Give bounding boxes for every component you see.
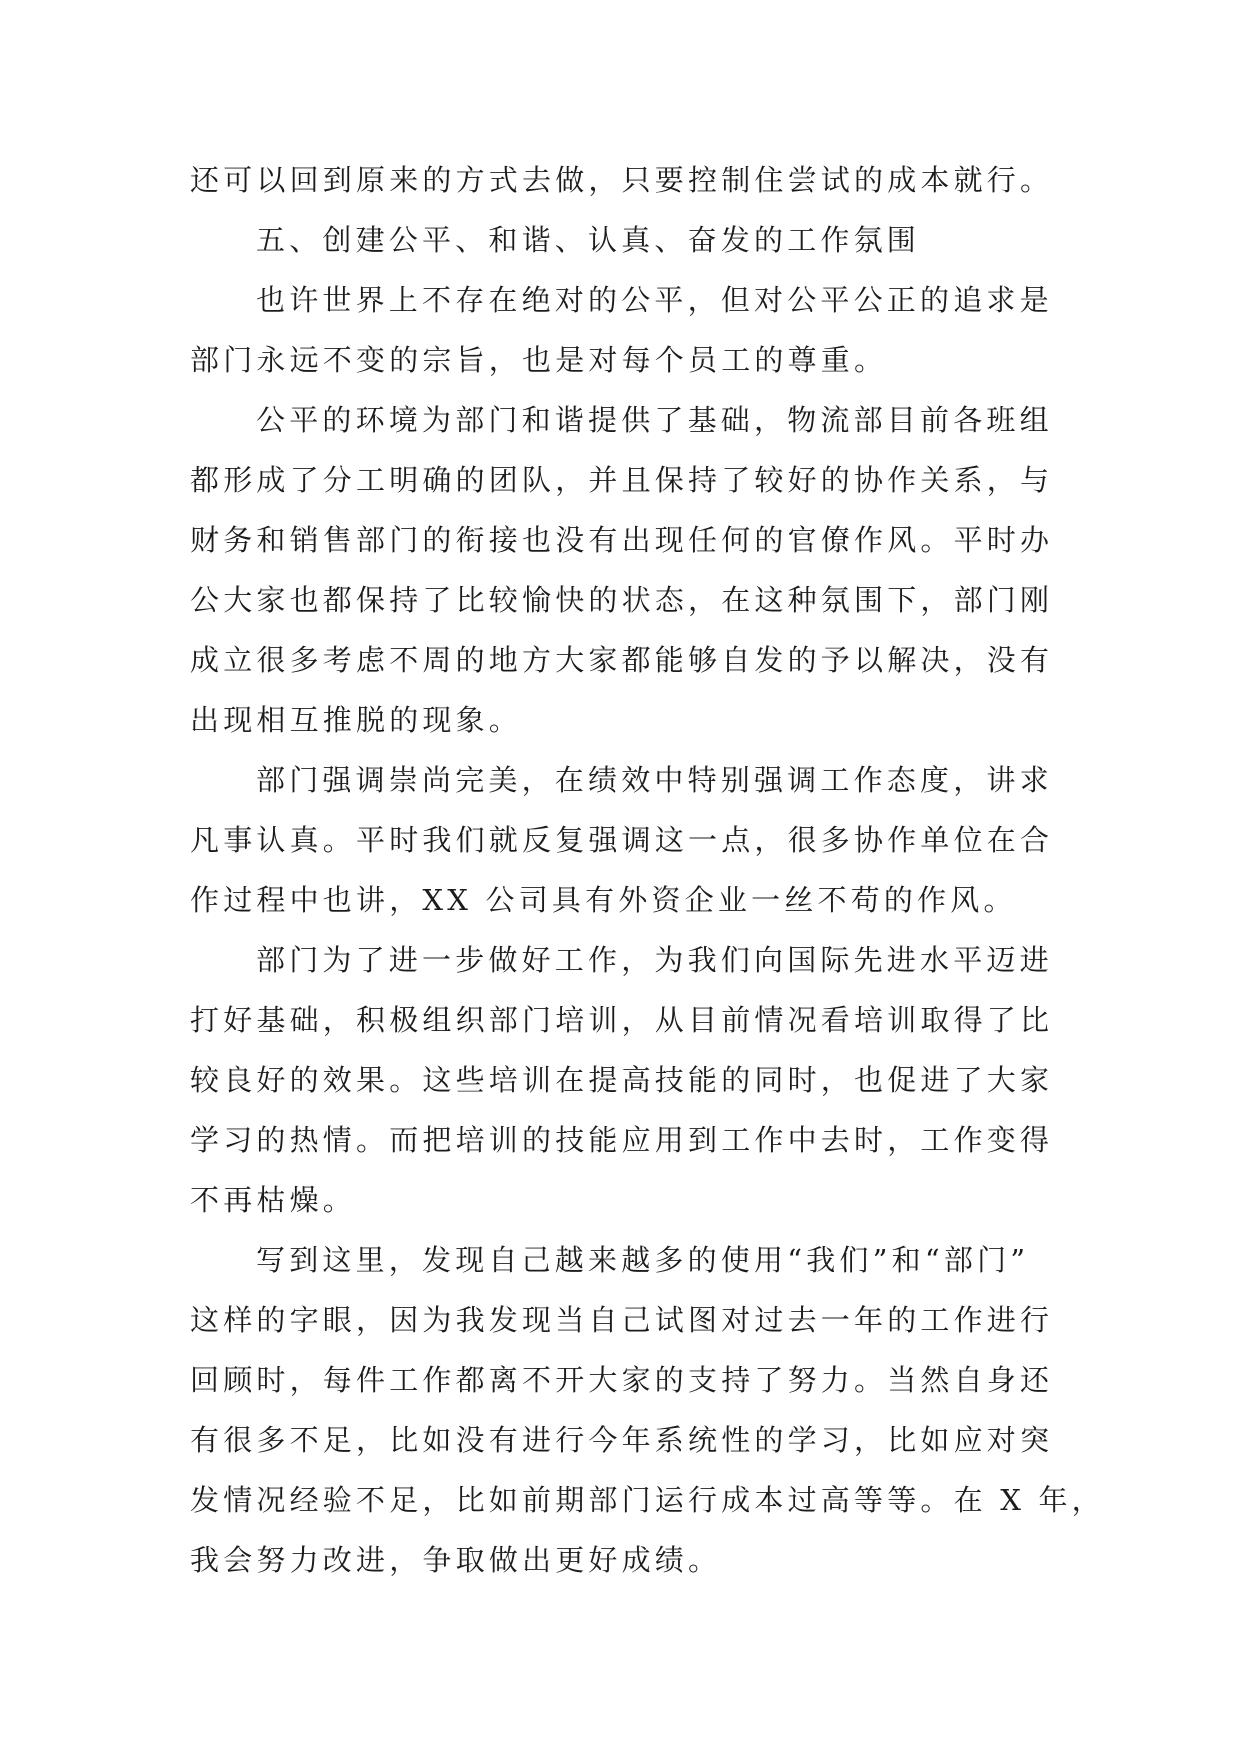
text-line: 打好基础，积极组织部门培训，从目前情况看培训取得了比 — [190, 1003, 1054, 1037]
text-line: 回顾时，每件工作都离不开大家的支持了努力。当然自身还 — [190, 1363, 1054, 1397]
text-line: 作过程中也讲，XX 公司具有外资企业一丝不苟的作风。 — [190, 883, 1017, 917]
text-line: 出现相互推脱的现象。 — [190, 703, 523, 737]
text-line: 公平的环境为部门和谐提供了基础，物流部目前各班组 — [256, 403, 1053, 437]
text-line: 我会努力改进，争取做出更好成绩。 — [190, 1543, 722, 1577]
text-line: 还可以回到原来的方式去做，只要控制住尝试的成本就行。 — [190, 163, 1054, 197]
text-line: 有很多不足，比如没有进行今年系统性的学习，比如应对突 — [190, 1423, 1054, 1457]
text-line: 财务和销售部门的衔接也没有出现任何的官僚作风。平时办 — [190, 523, 1054, 557]
text-line: 较良好的效果。这些培训在提高技能的同时，也促进了大家 — [190, 1063, 1054, 1097]
document-body — [190, 150, 1105, 1590]
text-line: 写到这里，发现自己越来越多的使用“我们”和“部门” — [256, 1243, 1030, 1277]
text-line: 部门为了进一步做好工作，为我们向国际先进水平迈进 — [256, 943, 1053, 977]
text-line: 不再枯燥。 — [190, 1183, 357, 1217]
text-line: 也许世界上不存在绝对的公平，但对公平公正的追求是 — [256, 283, 1053, 317]
text-line: 成立很多考虑不周的地方大家都能够自发的予以解决，没有 — [190, 643, 1054, 677]
text-line: 部门强调崇尚完美，在绩效中特别强调工作态度，讲求 — [256, 763, 1053, 797]
text-line: 公大家也都保持了比较愉快的状态，在这种氛围下，部门刚 — [190, 583, 1054, 617]
text-line: 部门永远不变的宗旨，也是对每个员工的尊重。 — [190, 343, 888, 377]
section-heading: 五、创建公平、和谐、认真、奋发的工作氛围 — [256, 223, 921, 257]
text-line: 发情况经验不足，比如前期部门运行成本过高等等。在 X 年， — [190, 1483, 1105, 1517]
text-line: 都形成了分工明确的团队，并且保持了较好的协作关系，与 — [190, 463, 1054, 497]
text-line: 凡事认真。平时我们就反复强调这一点，很多协作单位在合 — [190, 823, 1054, 857]
text-line: 学习的热情。而把培训的技能应用到工作中去时，工作变得 — [190, 1123, 1054, 1157]
text-line: 这样的字眼，因为我发现当自己试图对过去一年的工作进行 — [190, 1303, 1054, 1337]
